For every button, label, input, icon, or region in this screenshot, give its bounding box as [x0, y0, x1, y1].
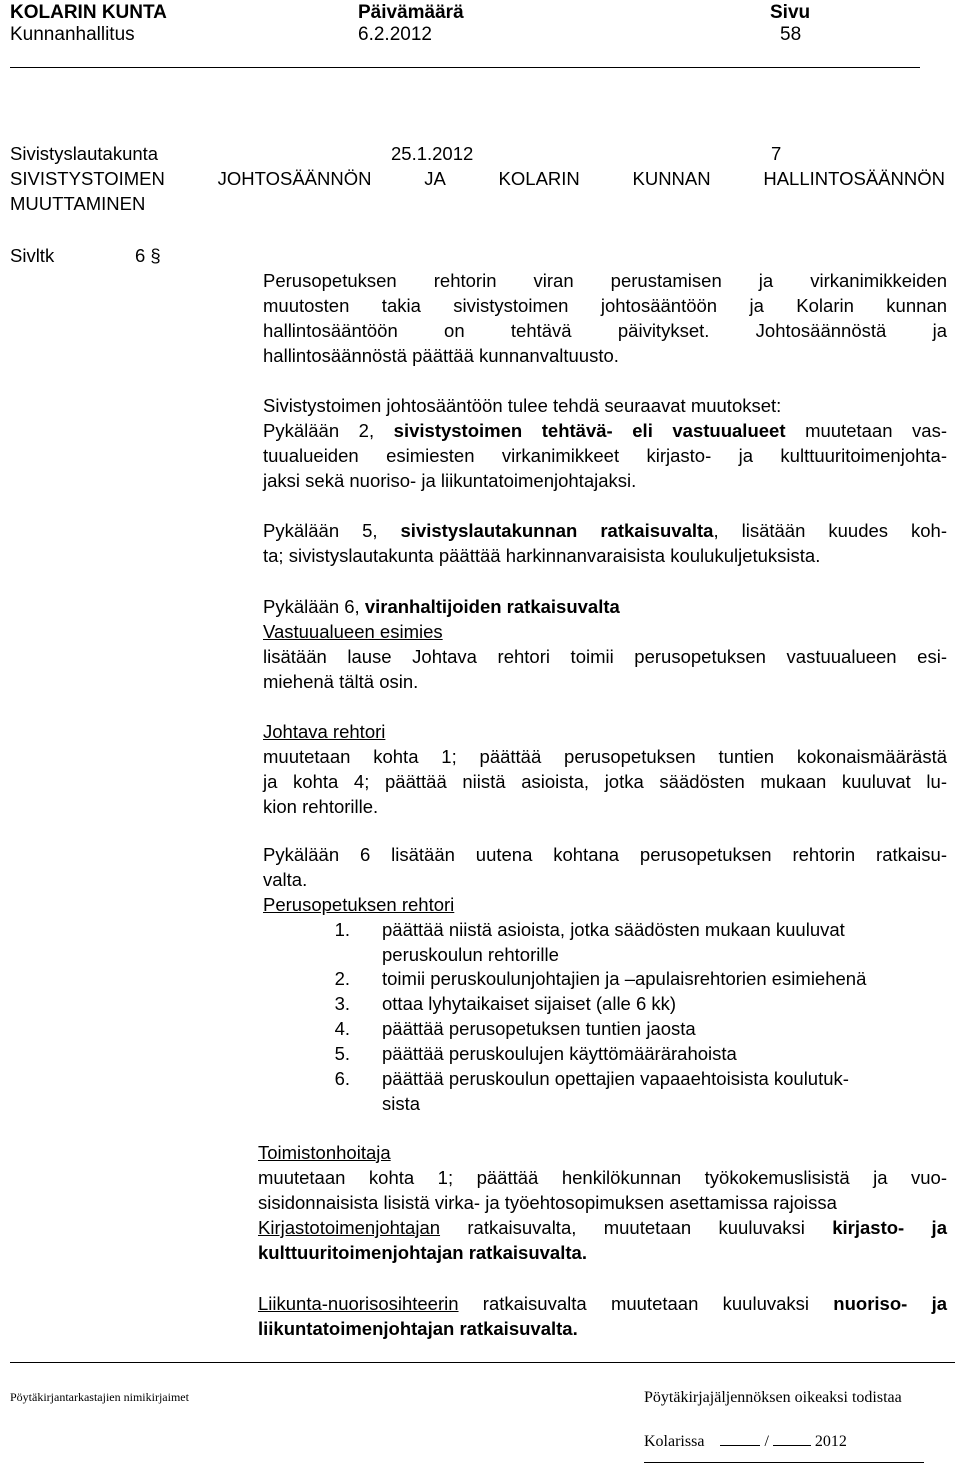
list-text: peruskoulun rehtorille — [382, 944, 559, 965]
subheading: Perusopetuksen rehtori — [263, 894, 455, 915]
list-text: sista — [382, 1093, 421, 1114]
subheading: Toimistonhoitaja — [258, 1142, 391, 1163]
header-page-label: Sivu — [770, 2, 811, 23]
title-word: HALLINTOSÄÄNNÖN — [763, 168, 945, 189]
text-underlined: Kirjastotoimenjohtajan — [258, 1217, 441, 1238]
title-word: JA — [424, 168, 446, 189]
list-number: 6. — [334, 1068, 350, 1089]
text-line: muutetaan kohta 1; päättää henkilökunnan työkokemuslisistä ja vuo- — [258, 1167, 947, 1188]
text-line: sisidonnaisista lisistä virka- ja työehtosopimuksen asettamissa rajoissa — [258, 1192, 837, 1213]
text-line — [263, 594, 947, 619]
text-bold: viranhaltijoiden ratkaisuvalta — [364, 596, 620, 617]
list-number: 4. — [334, 1018, 350, 1039]
text-line: Sivistystoimen johtosääntöön tulee tehdä seuraavat muutokset: — [263, 395, 782, 416]
title-word: KUNNAN — [632, 168, 711, 189]
list-text: päättää niistä asioista, jotka säädösten mukaan kuuluvat — [382, 919, 845, 940]
text-span: Pykälään 2, — [263, 420, 394, 441]
section-number: 6 § — [135, 245, 161, 266]
text-bold: nuoriso- ja — [833, 1293, 947, 1314]
title-word: JOHTOSÄÄNNÖN — [217, 168, 372, 189]
header-divider — [10, 67, 920, 68]
text-line: Perusopetuksen rehtorin viran perustamisen ja virkanimikkeiden — [263, 270, 947, 291]
text-bold: sivistyslautakunnan ratkaisuvalta — [400, 520, 714, 541]
list-text: päättää peruskoulujen käyttömäärärahoista — [382, 1043, 737, 1064]
header-board: Kunnanhallitus — [10, 24, 135, 45]
text-line: ta; sivistyslautakunta päättää harkinnanvaraisista koulukuljetuksista. — [263, 545, 821, 566]
text-line: kulttuuritoimenjohtajan ratkaisuvalta. — [258, 1242, 587, 1263]
section-ref: Sivltk — [10, 245, 55, 266]
header-date-label: Päivämäärä — [358, 2, 464, 23]
text-span: ratkaisuvalta muutetaan kuuluvaksi — [458, 1293, 834, 1314]
list-number: 5. — [334, 1043, 350, 1064]
committee-name: Sivistyslautakunta — [10, 143, 159, 164]
list-number: 2. — [334, 968, 350, 989]
list-text: päättää perusopetuksen tuntien jaosta — [382, 1018, 696, 1039]
month-blank — [773, 1445, 811, 1446]
lead-principal-paragraph — [263, 719, 947, 819]
sports-paragraph — [258, 1291, 947, 1341]
section5-paragraph — [263, 518, 947, 568]
text-line: Pykälään 6 lisätään uutena kohtana perusopetuksen rehtorin ratkaisu- — [263, 844, 947, 865]
text-line: lisätään lause Johtava rehtori toimii perusopetuksen vastuualueen esi- — [263, 646, 947, 667]
text-line: tuualueiden esimiesten virkanimikkeet kirjasto- ja kulttuuritoimenjohta- — [263, 445, 947, 466]
footer-year: 2012 — [814, 1433, 847, 1450]
footer-signature-line — [644, 1433, 847, 1451]
text-line: ja kohta 4; päättää niistä asioista, jotka säädösten mukaan kuuluvat lu- — [263, 771, 947, 792]
footer-slash: / — [764, 1433, 769, 1450]
text-line: hallintosääntöön on tehtävä päivitykset. Johtosäännöstä ja — [263, 320, 947, 341]
text-span: , lisätään kuudes koh- — [713, 520, 947, 541]
text-line — [263, 518, 947, 543]
item-number: 7 — [771, 143, 782, 164]
text-line: miehenä tältä osin. — [263, 671, 419, 692]
title-word: SIVISTYSTOIMEN — [10, 168, 165, 189]
section6-paragraph — [263, 594, 947, 694]
text-line — [263, 418, 947, 443]
text-span: Pykälään 5, — [263, 520, 401, 541]
header-municipality: KOLARIN KUNTA — [10, 2, 167, 23]
meeting-date: 25.1.2012 — [391, 143, 474, 164]
text-bold: sivistystoimen tehtävä- eli vastuualueet — [393, 420, 786, 441]
day-blank — [720, 1445, 760, 1446]
header-page-number: 58 — [780, 24, 802, 45]
text-underlined: Liikunta-nuorisosihteerin — [258, 1293, 459, 1314]
header-date: 6.2.2012 — [358, 24, 432, 45]
title-word: KOLARIN — [498, 168, 580, 189]
list-text: päättää peruskoulun opettajien vapaaehtoisista koulutuk- — [382, 1068, 849, 1089]
office-manager-paragraph — [258, 1140, 947, 1265]
text-line: muutosten takia sivistystoimen johtosääntöön ja Kolarin kunnan — [263, 295, 947, 316]
text-span: muutetaan vas- — [785, 420, 948, 441]
text-line: muutetaan kohta 1; päättää perusopetuksen tuntien kokonaismäärästä — [263, 746, 947, 767]
text-bold: kirjasto- ja — [832, 1217, 947, 1238]
intro-paragraph — [263, 268, 947, 368]
text-line: hallintosäännöstä päättää kunnanvaltuusto. — [263, 345, 619, 366]
text-line: kion rehtorille. — [263, 796, 379, 817]
changes-paragraph — [263, 393, 947, 493]
footer-initials-label: Pöytäkirjantarkastajien nimikirjaimet — [10, 1390, 189, 1404]
text-line — [258, 1291, 947, 1316]
footer-divider — [10, 1362, 955, 1363]
list-number: 3. — [334, 993, 350, 1014]
list-text: toimii peruskoulunjohtajien ja –apulaisrehtorien esimiehenä — [382, 968, 867, 989]
text-span: ratkaisuvalta, muutetaan kuuluvaksi — [440, 1217, 833, 1238]
subheading: Vastuualueen esimies — [263, 621, 443, 642]
footer-certification-label: Pöytäkirjajäljennöksen oikeaksi todistaa — [644, 1389, 902, 1406]
text-line: liikuntatoimenjohtajan ratkaisuvalta. — [258, 1318, 578, 1339]
page-title-line2: MUUTTAMINEN — [10, 193, 146, 214]
text-line: valta. — [263, 869, 308, 890]
page-title — [10, 168, 945, 190]
text-line — [258, 1215, 947, 1240]
new-section6-paragraph — [263, 842, 947, 917]
footer-place: Kolarissa — [644, 1433, 705, 1450]
subheading: Johtava rehtori — [263, 721, 386, 742]
list-text: ottaa lyhytaikaiset sijaiset (alle 6 kk) — [382, 993, 677, 1014]
list-number: 1. — [334, 919, 350, 940]
text-span: Pykälään 6, — [263, 596, 365, 617]
text-line: jaksi sekä nuoriso- ja liikuntatoimenjohtajaksi. — [263, 470, 637, 491]
signature-underline — [644, 1462, 924, 1463]
